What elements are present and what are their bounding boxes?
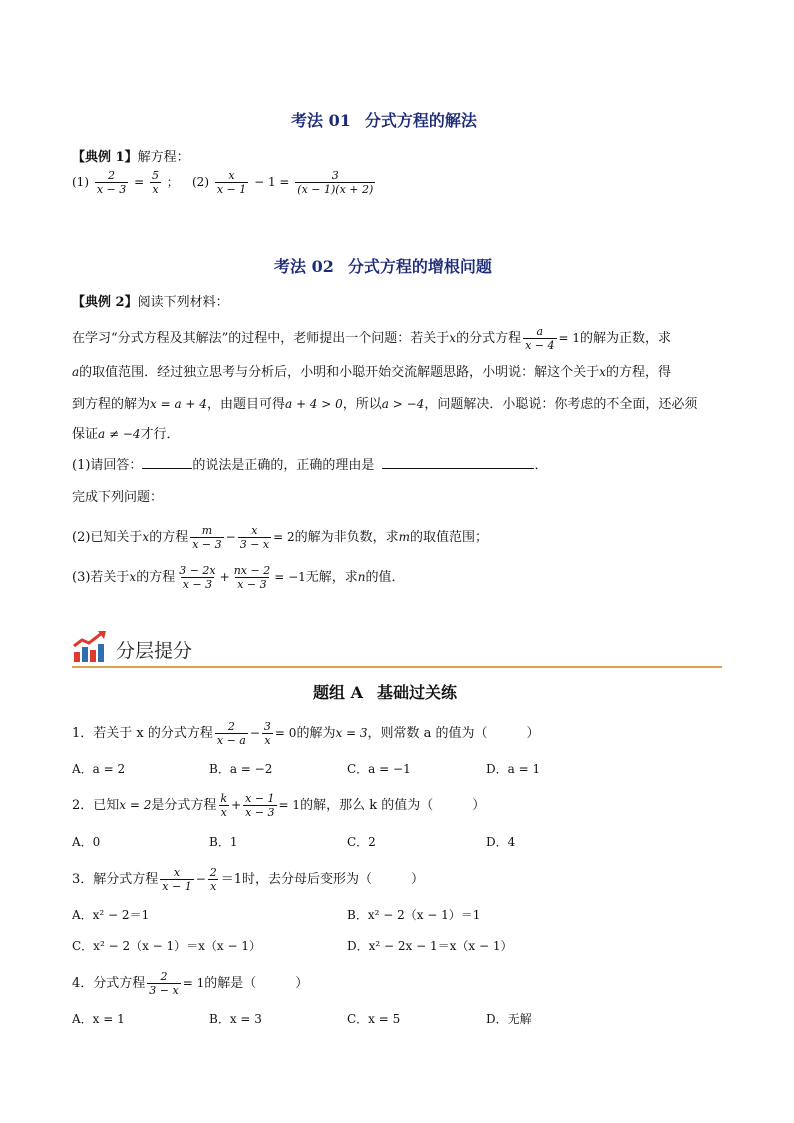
numerator: 2 bbox=[227, 720, 235, 733]
equation-label: (1) bbox=[72, 175, 89, 189]
text: 保证 bbox=[72, 427, 99, 442]
choice-b[interactable]: B．a = −2 bbox=[209, 762, 273, 776]
fraction bbox=[160, 866, 193, 893]
numerator: 2 bbox=[209, 866, 217, 879]
banner-title: 分层提分 bbox=[116, 640, 193, 662]
banner-divider bbox=[72, 666, 722, 668]
fraction bbox=[218, 792, 229, 819]
choice-a[interactable]: A．x = 1 bbox=[72, 1012, 125, 1026]
equation-part: = −1 bbox=[274, 570, 306, 584]
numerator: 3 bbox=[263, 720, 271, 733]
numerator: 3 − 2x bbox=[179, 564, 216, 577]
section-title: 分式方程的解法 bbox=[364, 111, 477, 130]
denominator: 3 − x bbox=[149, 984, 179, 997]
text: 的值． bbox=[365, 570, 405, 585]
denominator: x bbox=[210, 880, 217, 893]
example-2-intro bbox=[72, 291, 229, 310]
equation-2 bbox=[192, 169, 377, 196]
denominator: x − 3 bbox=[237, 578, 267, 591]
numerator: 3 bbox=[331, 169, 339, 182]
numerator: x bbox=[228, 169, 235, 182]
question-1 bbox=[72, 456, 547, 475]
group-title: 基础过关练 bbox=[377, 683, 458, 702]
example-1-intro bbox=[72, 146, 190, 165]
math-var: x bbox=[449, 331, 457, 345]
text: 的解是（ ） bbox=[204, 976, 309, 991]
group-label: 题组 A bbox=[313, 683, 363, 702]
choice-b[interactable]: B．x² − 2（x − 1）＝1 bbox=[347, 908, 481, 922]
fraction bbox=[190, 524, 223, 551]
math-var: m bbox=[398, 530, 411, 544]
fraction bbox=[215, 720, 248, 747]
text: ，问题解决．小聪说：你考虑的不全面，还必须 bbox=[424, 397, 698, 412]
problem-2 bbox=[72, 792, 485, 819]
numerator: x − 1 bbox=[245, 792, 275, 805]
equals-sign: = bbox=[134, 175, 145, 189]
passage-line-1 bbox=[72, 325, 671, 352]
text: (1)请回答： bbox=[72, 458, 143, 473]
math-var: x bbox=[129, 570, 137, 584]
choice-a[interactable]: A．x² − 2＝1 bbox=[72, 908, 150, 922]
text: ． bbox=[534, 458, 548, 473]
section-number: 考法 01 bbox=[291, 111, 351, 130]
denominator: x − 4 bbox=[525, 339, 555, 352]
denominator: x bbox=[152, 183, 159, 196]
example-label: 【典例 1】 bbox=[72, 150, 138, 165]
continue-text: 完成下列问题： bbox=[72, 490, 164, 505]
numerator: x bbox=[251, 524, 258, 537]
denominator: x − 3 bbox=[182, 578, 213, 591]
text: 的说法是正确的，正确的理由是 bbox=[192, 458, 375, 473]
text: (3)若关于 bbox=[72, 570, 130, 585]
math-expression: a ≠ −4 bbox=[98, 427, 141, 441]
denominator: x − 1 bbox=[216, 183, 247, 196]
denominator: (x − 1)(x + 2) bbox=[297, 183, 374, 196]
problem-1 bbox=[72, 720, 540, 747]
fraction bbox=[243, 792, 276, 819]
text: 的取值范围．经过独立思考与分析后，小明和小聪开始交流解题思路，小明说：解这个关于 bbox=[79, 365, 600, 380]
denominator: 3 − x bbox=[239, 538, 270, 551]
example-text: 阅读下列材料： bbox=[137, 295, 229, 310]
equation-part: = 1 bbox=[182, 976, 205, 990]
math-expression: a + 4 > 0 bbox=[284, 397, 343, 411]
fraction bbox=[295, 169, 375, 196]
fraction bbox=[95, 169, 128, 196]
fraction bbox=[215, 169, 248, 196]
equation-part: = 2 bbox=[273, 530, 295, 544]
fraction bbox=[238, 524, 271, 551]
section-title: 分式方程的增根问题 bbox=[347, 257, 492, 276]
text: 的分式方程 bbox=[456, 331, 522, 346]
choice-a[interactable]: A．0 bbox=[72, 835, 101, 849]
math-expression: x = a + 4 bbox=[150, 397, 207, 411]
example-label: 【典例 2】 bbox=[72, 295, 138, 310]
text: 的方程，得 bbox=[605, 365, 671, 380]
text: ，由题目可得 bbox=[206, 397, 285, 412]
section-heading-02 bbox=[274, 254, 492, 277]
problem-3 bbox=[72, 866, 424, 893]
fraction bbox=[208, 866, 219, 893]
text: 的方程 bbox=[136, 570, 176, 585]
numerator: a bbox=[536, 325, 544, 338]
passage-line-3 bbox=[72, 395, 697, 414]
text: 的方程 bbox=[149, 530, 189, 545]
text: ，则常数 a 的值为（ ） bbox=[367, 726, 540, 741]
text: 1．若关于 x 的分式方程 bbox=[72, 726, 213, 741]
math-var: a bbox=[72, 365, 80, 379]
fraction bbox=[523, 325, 556, 352]
denominator: x bbox=[220, 806, 227, 819]
denominator: x − 1 bbox=[162, 880, 192, 893]
equation-part: = 0 bbox=[274, 726, 297, 740]
operator: − bbox=[249, 726, 260, 740]
text: 2．已知 bbox=[72, 798, 120, 813]
operator: + bbox=[231, 798, 242, 812]
text: 的取值范围； bbox=[410, 530, 489, 545]
math-var: n bbox=[357, 570, 366, 584]
problem-4 bbox=[72, 970, 308, 997]
question-2 bbox=[72, 524, 488, 551]
numerator: k bbox=[220, 792, 228, 805]
choice-a[interactable]: A．a = 2 bbox=[72, 762, 126, 776]
example-text: 解方程： bbox=[137, 150, 190, 165]
punctuation: ； bbox=[166, 175, 179, 189]
fraction bbox=[150, 169, 161, 196]
text: 3．解分式方程 bbox=[72, 872, 159, 887]
math-expression: x = 2 bbox=[119, 798, 152, 812]
choice-c[interactable]: C．a = −1 bbox=[347, 762, 411, 776]
choice-d[interactable]: D．x² − 2x − 1＝x（x − 1） bbox=[347, 939, 513, 953]
math-var: x bbox=[599, 365, 606, 379]
section-heading-01 bbox=[291, 108, 477, 131]
equation-part: = 1 bbox=[558, 331, 581, 345]
answer-blank[interactable] bbox=[382, 456, 534, 469]
passage-line-4 bbox=[72, 425, 180, 444]
choice-c[interactable]: C．2 bbox=[347, 835, 376, 849]
text: ＝1时，去分母后变形为（ ） bbox=[220, 872, 425, 887]
fraction bbox=[177, 564, 217, 591]
numerator: 5 bbox=[151, 169, 159, 182]
text: 的解，那么 k 的值为（ ） bbox=[300, 798, 486, 813]
denominator: x bbox=[264, 734, 271, 747]
text: 无解，求 bbox=[305, 570, 358, 585]
math-expression: x = 3 bbox=[335, 726, 368, 740]
choice-c[interactable]: C．x² − 2（x − 1）＝x（x − 1） bbox=[72, 939, 262, 953]
section-number: 考法 02 bbox=[274, 257, 334, 276]
operator: − 1 = bbox=[254, 175, 290, 189]
numerator: nx − 2 bbox=[233, 564, 271, 577]
text: (2)已知关于 bbox=[72, 530, 143, 545]
choice-b[interactable]: B．1 bbox=[209, 835, 238, 849]
group-heading bbox=[313, 680, 457, 703]
choice-c[interactable]: C．x = 5 bbox=[347, 1012, 401, 1026]
choice-d[interactable]: D．无解 bbox=[486, 1012, 532, 1026]
text: 的解为正数，求 bbox=[580, 331, 672, 346]
numerator: m bbox=[201, 524, 213, 537]
equation-1 bbox=[72, 169, 179, 196]
equation-part: = 1 bbox=[278, 798, 301, 812]
text: 才行． bbox=[140, 427, 180, 442]
operator: − bbox=[225, 530, 236, 544]
denominator: x − 3 bbox=[192, 538, 222, 551]
operator: − bbox=[195, 872, 206, 886]
text: 是分式方程 bbox=[151, 798, 217, 813]
fraction bbox=[262, 720, 273, 747]
question-3 bbox=[72, 564, 405, 591]
denominator: x − a bbox=[216, 734, 246, 747]
denominator: x − 3 bbox=[96, 183, 127, 196]
section-banner bbox=[72, 628, 722, 668]
text: 的解为 bbox=[296, 726, 336, 741]
numerator: 2 bbox=[108, 169, 116, 182]
choice-b[interactable]: B．x = 3 bbox=[209, 1012, 262, 1026]
choice-d[interactable]: D．4 bbox=[486, 835, 516, 849]
bar-chart-growth-icon bbox=[72, 630, 108, 664]
choice-d[interactable]: D．a = 1 bbox=[486, 762, 541, 776]
math-expression: a > −4 bbox=[381, 397, 425, 411]
text: 的解为非负数，求 bbox=[294, 530, 399, 545]
operator: + bbox=[219, 570, 230, 584]
text: ，所以 bbox=[342, 397, 382, 412]
passage-line-2 bbox=[72, 363, 671, 382]
answer-blank[interactable] bbox=[142, 456, 192, 469]
text: 在学习“分式方程及其解法”的过程中，老师提出一个问题：若关于 bbox=[72, 331, 450, 346]
numerator: 2 bbox=[160, 970, 168, 983]
equation-label: (2) bbox=[192, 175, 209, 189]
math-var: x bbox=[142, 530, 150, 544]
denominator: x − 3 bbox=[245, 806, 275, 819]
text: 4．分式方程 bbox=[72, 976, 146, 991]
numerator: x bbox=[173, 866, 181, 879]
text: 到方程的解为 bbox=[72, 397, 151, 412]
fraction bbox=[232, 564, 273, 591]
fraction bbox=[147, 970, 180, 997]
